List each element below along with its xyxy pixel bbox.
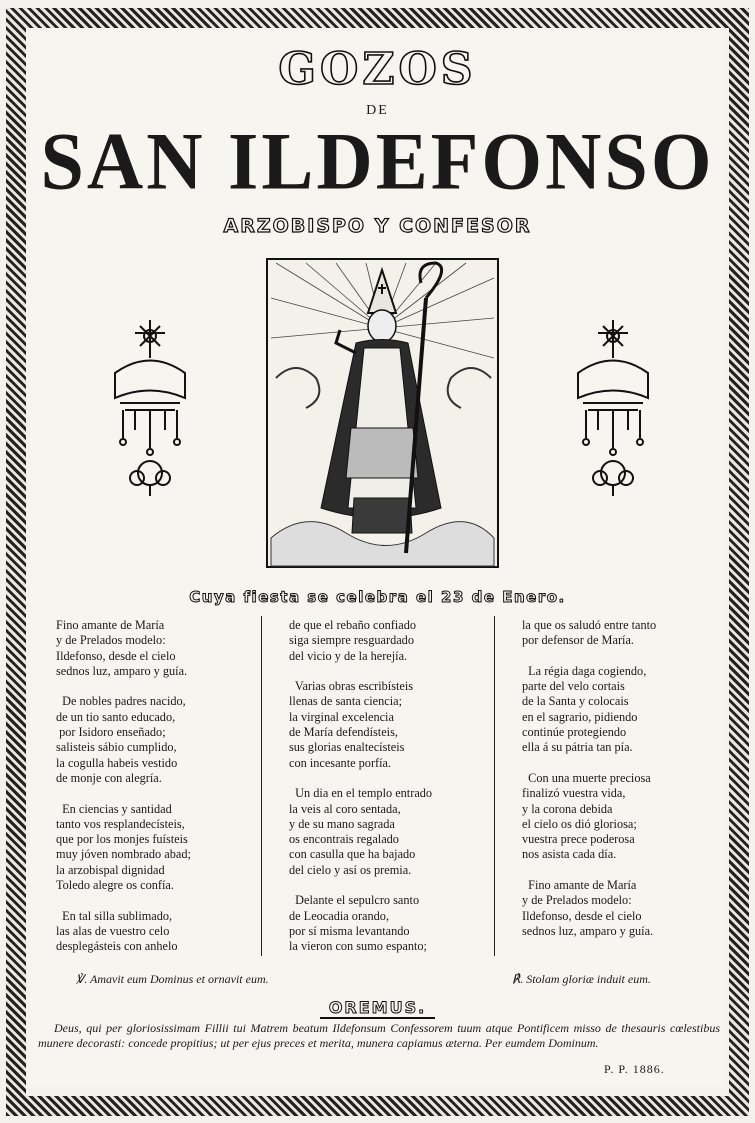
saint-engraving-image — [266, 258, 499, 568]
title-gozos: GOZOS — [278, 44, 477, 95]
right-ornament-icon — [568, 318, 658, 498]
hymn-column-3: la que os saludó entre tanto por defensor de María. La régia daga cogiendo, parte del velo cortais de la Santa y colocais en el sagrario, pidiendo continúe protegiendo ella á su pátria tan pía. Con una muerte preciosa finalizó vuestra vida, y la corona debida el cielo os dió gloriosa; vuestra prece poderosa nos asista cada día. Fino amante de María y de Prelados modelo: Ildefonso, desde el cielo sednos luz, amparo y guía. — [522, 618, 657, 938]
versicle: ℣. Amavit eum Dominus et ornavit eum. — [76, 972, 269, 986]
oremus-heading: OREMUS. — [328, 998, 427, 1017]
column-divider-1 — [261, 616, 262, 956]
printer-signature: P. P. 1886. — [604, 1062, 665, 1076]
feast-date-line: Cuya fiesta se celebra el 23 de Enero. — [189, 588, 566, 606]
hymn-column-1: Fino amante de María y de Prelados modelo: Ildefonso, desde el cielo sednos luz, amparo y guía. De nobles padres nacido, de un tio santo educado, por Isidoro enseñado; salisteis sábio cumplido, la cogulla habeis vestido de monje con alegría. En ciencias y santidad tanto vos resplandecísteis, que por los monjes fuísteis muy jóven nombrado abad; la arzobispal dignidad Toledo alegre os confía. En tal silla sublimado, las alas de vuestro celo desplegásteis con anhelo — [56, 618, 191, 954]
column-divider-2 — [494, 616, 495, 956]
hymn-column-2: de que el rebaño confiado siga siempre resguardado del vicio y de la herejía. Varias obras escribísteis llenas de santa ciencia; la virginal excelencia de María defendísteis, sus glorias enaltecísteis con incesante porfía. Un dia en el templo entrado la veis al coro sentada, y de su mano sagrada os encontrais regalado con casulla que ha bajado del cielo y así os premia. Delante el sepulcro santo de Leocadia orando, por sí misma levantando la vieron con sumo espanto; — [289, 618, 433, 954]
subtitle: ARZOBISPO Y CONFESOR — [223, 215, 532, 237]
title-de: DE — [366, 103, 389, 118]
left-ornament-icon — [105, 318, 195, 498]
title-saint-name: SAN ILDEFONSO — [40, 114, 715, 207]
prayer-text: Deus, qui per gloriosissimam Fillii tui Matrem beatum Ildefonsum Confessorem tuum atque Pontificem misso de thesauris cœlestibus munere decorasti: concede propitius; ut per ejus preces et merita, munera capiamus æterna. Per eumdem Dominum. — [38, 1021, 720, 1050]
oremus-underline — [320, 1017, 435, 1019]
response: ℟. Stolam gloriæ induit eum. — [512, 972, 651, 986]
